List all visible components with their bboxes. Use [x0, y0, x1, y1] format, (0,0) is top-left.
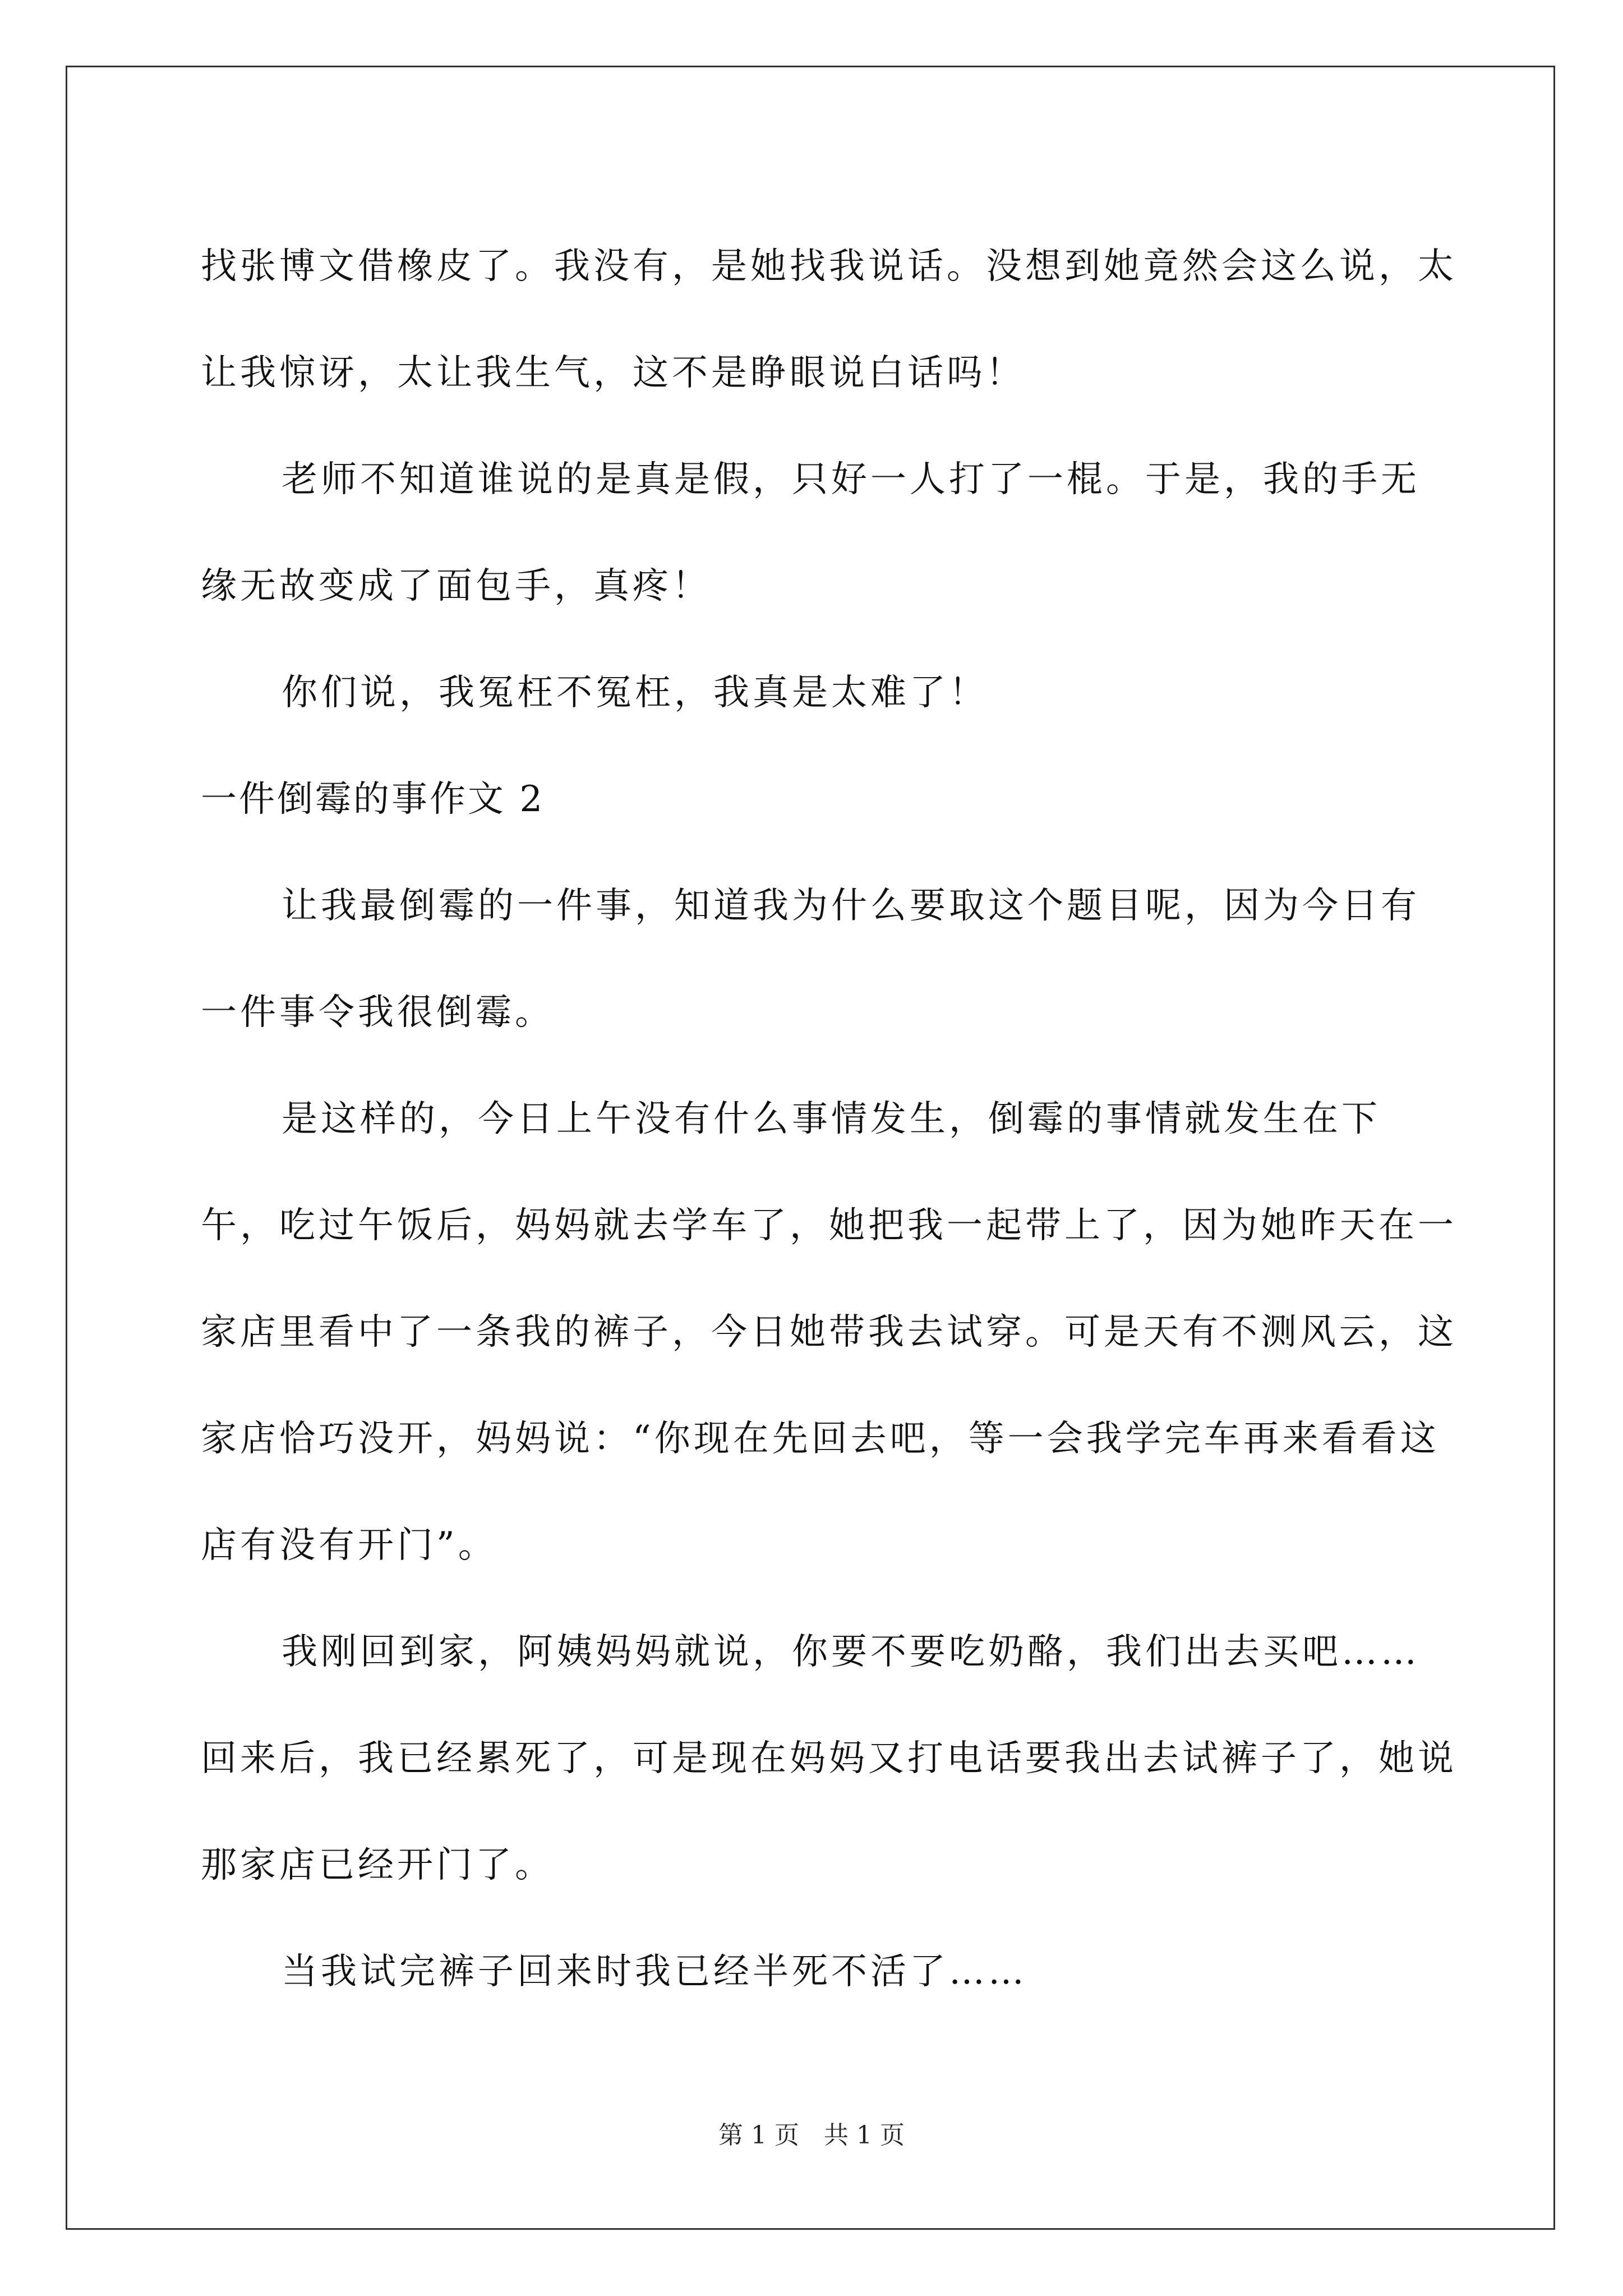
paragraph-2: 老师不知道谁说的是真是假，只好一人打了一棍。于是，我的手无缘无故变成了面包手，真疼！	[201, 459, 1420, 607]
paragraph-1: 找张博文借橡皮了。我没有，是她找我说话。没想到她竟然会这么说，太让我惊讶，太让我生气，这不是睁眼说白话吗！	[201, 246, 1457, 394]
paragraph-3: 你们说，我冤枉不冤枉，我真是太难了！	[282, 672, 988, 714]
paragraph-7: 当我试完裤子回来时我已经半死不活了……	[282, 1951, 1027, 1993]
paragraph-6: 我刚回到家，阿姨妈妈就说，你要不要吃奶酪，我们出去买吧……回来后，我已经累死了，可是现在妈妈又打电话要我出去试裤子了，她说那家店已经开门了。	[201, 1631, 1457, 1886]
paragraph-5: 是这样的，今日上午没有什么事情发生，倒霉的事情就发生在下午，吃过午饭后，妈妈就去学车了，她把我一起带上了，因为她昨天在一家店里看中了一条我的裤子，今日她带我去试穿。可是天有不测风云，这家店恰巧没开，妈妈说：“你现在先回去吧，等一会我学完车再来看看这店有没有开门”。	[201, 1098, 1457, 1566]
paragraph-4: 让我最倒霉的一件事，知道我为什么要取这个题目呢，因为今日有一件事令我很倒霉。	[201, 885, 1420, 1033]
essay-heading: 一件倒霉的事作文 2	[201, 779, 545, 820]
document-body	[201, 213, 1457, 2025]
page-footer: 第 1 页 共 1 页	[718, 2121, 905, 2150]
